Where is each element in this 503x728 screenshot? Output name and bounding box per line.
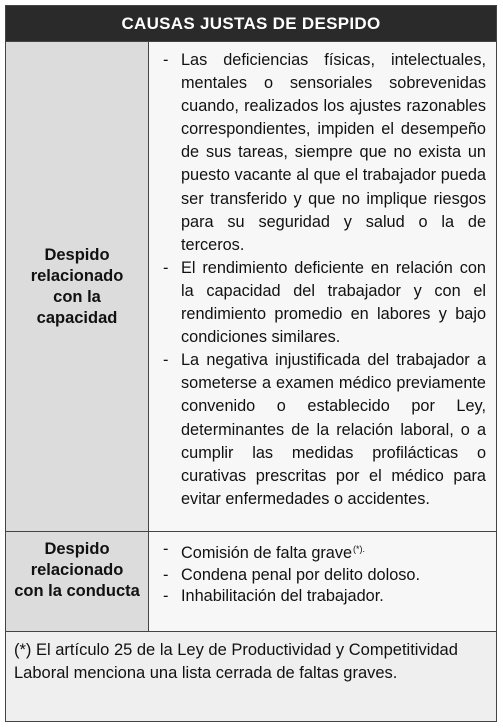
- list-item: - La negativa injustificada del trabajador a someterse a examen médico previamente convenido o establecido por Ley, determinantes de la relación laboral, o a cumplir las medidas profilácticas o curativas prescritas por el médico para evitar enfermedades o accidentes.: [163, 349, 486, 511]
- row-content-conducta: [149, 532, 496, 631]
- list-item: - Condena penal por delito doloso.: [163, 565, 486, 587]
- capacidad-causes-list: [163, 49, 486, 511]
- conducta-causes-list: [163, 539, 486, 608]
- table-row-capacidad: [6, 42, 496, 532]
- list-item: - El rendimiento deficiente en relación con la capacidad del trabajador y con el rendimiento promedio en labores y bajo condiciones similares.: [163, 257, 486, 349]
- list-item: - Inhabilitación del trabajador.: [163, 586, 486, 608]
- row-label-conducta: Despido relacionado con la conducta: [6, 532, 149, 631]
- list-item: - Las deficiencias físicas, intelectuales, mentales o sensoriales sobrevenidas cuando, realizados los ajustes razonables correspondientes, impiden el desempeño de sus tareas, siempre que no exista un puesto vacante al que el trabajador pueda ser transferido y que no implique riesgos para su seguridad y salud o la de terceros.: [163, 49, 486, 257]
- row-content-capacidad: [149, 42, 496, 531]
- footnote-reference: (*).: [353, 544, 366, 554]
- row-label-capacidad: Despido relacionado con la capacidad: [6, 42, 149, 531]
- table-title: CAUSAS JUSTAS DE DESPIDO: [6, 6, 496, 42]
- list-item-text: Comisión de falta grave: [181, 544, 353, 562]
- list-item: [163, 539, 486, 565]
- table-row-conducta: [6, 532, 496, 632]
- dismissal-causes-table: [5, 5, 497, 722]
- table-footnote: (*) El artículo 25 de la Ley de Productividad y Competitividad Laboral menciona una lista cerrada de faltas graves.: [6, 632, 496, 685]
